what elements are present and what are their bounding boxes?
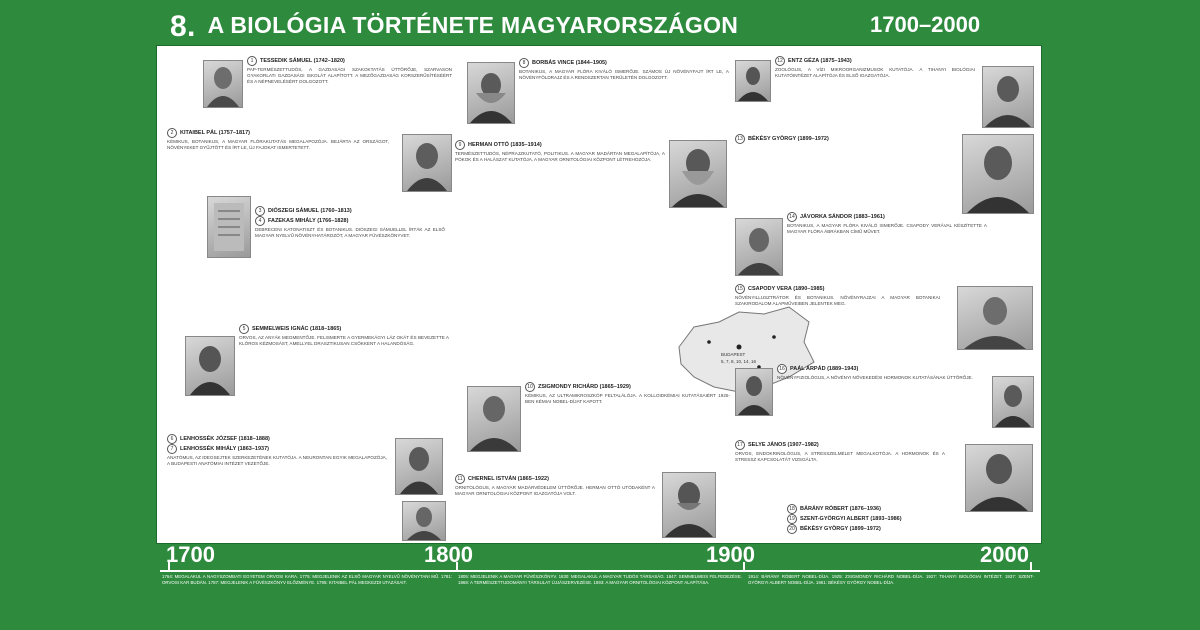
timeline-year-1900: 1900 [706, 542, 755, 567]
bio-name: TESSEDIK SÁMUEL (1742–1820) [260, 58, 345, 64]
bio-number: 5 [239, 324, 249, 334]
bio-entry [455, 474, 655, 497]
bio-text: KÉMIKUS, AZ ULTRAMIKROSZKÓP FELTALÁLÓJA. A KOLLOIDKÉMIAI KUTATÁSAIÉRT 1925-BEN KÉMIAI NOBEL-DÍJAT KAPOTT. [525, 393, 730, 404]
bio-number: 14 [787, 212, 797, 222]
bio-entry [519, 58, 729, 81]
timeline-tick [1030, 562, 1032, 572]
portrait-chernel [662, 472, 716, 538]
bio-name: JÁVORKA SÁNDOR (1883–1961) [800, 214, 885, 220]
bio-text: NÖVÉNYFIZIOLÓGUS, A NÖVÉNYI NÖVEKEDÉSI HORMONOK KUTATÁSÁNAK ÚTTÖRŐJE. [777, 375, 973, 380]
bio-number: 17 [735, 440, 745, 450]
portrait-entz [735, 60, 771, 102]
timeline-year-2000: 2000 [980, 542, 1029, 567]
bio-entry [777, 364, 987, 381]
portrait-entz-2 [982, 66, 1034, 128]
portrait-herman [669, 140, 727, 208]
portrait-zsigmondy [467, 386, 521, 452]
timeline-year-1700: 1700 [166, 542, 215, 567]
bio-text: PAP-TERMÉSZETTUDÓS, A GAZDASÁGI SZAKOKTATÁS ÚTTÖRŐJE, SZARVASON GYAKORLATI GAZDASÁGI ISKOLÁT ALAPÍTOTT. A MEZŐGAZDASÁG KORSZERŰSÍTÉSÉÉRT ÉS A NÉPNEVELÉSÉRT DOLGOZOTT. [247, 67, 452, 84]
timeline-events-19th: 1805: MEGJELENIK A MAGYAR FÜVÉSZKÖNYV. 1830: MEGALAKUL A MAGYAR TUDÓS TÁRSASÁG. 1847: SEMMELWEIS FELFEDEZÉSE. 1868: A TERMÉSZETTUDOMÁNYI TÁRSULAT ÚJJÁSZERVEZÉSE. 1893: A MAGYAR ORNITOLÓGIAI KÖZPONT ALAPÍTÁSA. [458, 574, 742, 585]
bio-name: BÉKÉSY GYÖRGY (1899–1972) [748, 136, 829, 142]
bio-text: BOTANIKUS, A MAGYAR FLÓRA KIVÁLÓ ISMERŐJE. SZÁMOS ÚJ NÖVÉNYFAJT ÍRT LE, A NÖVÉNYFÖLDRAJZ ÉS A RENDSZERTAN TERÜLETÉN DOLGOZOTT. [519, 69, 729, 80]
bio-entry [167, 128, 389, 151]
portrait-lenhossek-mihaly [402, 501, 446, 541]
bio-number: 7 [167, 444, 177, 454]
bio-entry [167, 434, 387, 467]
bio-number: 19 [787, 514, 797, 524]
bio-number: 6 [167, 434, 177, 444]
bio-name: SZENT-GYÖRGYI ALBERT (1893–1986) [800, 516, 902, 522]
bio-name: SEMMELWEIS IGNÁC (1818–1865) [252, 326, 342, 332]
bio-text: DEBRECENI KATONATISZT ÉS BOTANIKUS. DIÓSZEGI SÁMUELLEL ÍRTÁK AZ ELSŐ MAGYAR NYELVŰ NÖVÉNYHATÁROZÓT, A MAGYAR FÜVÉSZKÖNYVET. [255, 227, 445, 238]
bio-name: ZSIGMONDY RICHÁRD (1865–1929) [538, 384, 631, 390]
bio-name: LENHOSSÉK MIHÁLY (1863–1937) [180, 446, 269, 452]
bio-text: NÖVÉNYILLUSZTRÁTOR ÉS BOTANIKUS. NÖVÉNYRAJZAI A MAGYAR BOTANIKAI SZAKIRODALOM ALAPMŰVEIBEN JELENTEK MEG. [735, 295, 940, 306]
bio-name: BÉKÉSY GYÖRGY (1899–1972) [800, 526, 881, 532]
bio-name: DIÓSZEGI SÁMUEL (1760–1813) [268, 208, 352, 214]
bio-number: 10 [525, 382, 535, 392]
bio-entry [735, 284, 940, 307]
bio-number: 11 [455, 474, 465, 484]
bio-number: 18 [787, 504, 797, 514]
bio-number: 2 [167, 128, 177, 138]
bio-name: LENHOSSÉK JÓZSEF (1818–1888) [180, 436, 270, 442]
bio-number: 3 [255, 206, 265, 216]
bio-text: ORNITOLÓGUS, A MAGYAR MADÁRVÉDELEM ÚTTÖRŐJE. HERMAN OTTÓ UTÓDAKÉNT A MAGYAR ORNITOLÓGIAI KÖZPONT IGAZGATÓJA VOLT. [455, 485, 655, 496]
bio-entry [247, 56, 452, 84]
map-capital-entries: 5, 7, 8, 10, 14, 16 [721, 359, 757, 364]
portrait-bekesy [962, 134, 1034, 214]
bio-number: 8 [519, 58, 529, 68]
bio-name: HERMAN OTTÓ (1835–1914) [468, 142, 542, 148]
bio-text: TERMÉSZETTUDÓS, NÉPRAJZKUTATÓ, POLITIKUS. A MAGYAR MADÁRTAN MEGALAPÍTÓJA, A PÓKOK ÉS A HALÁSZAT KUTATÓJA, A MAGYAR ORNITOLÓGIAI KÖZPONT LÉTREHOZÓJA. [455, 151, 665, 162]
bio-name: ENTZ GÉZA (1875–1943) [788, 58, 852, 64]
bio-number: 15 [735, 284, 745, 294]
bio-number: 16 [777, 364, 787, 374]
bio-entry [455, 140, 665, 163]
bio-name: KITAIBEL PÁL (1757–1817) [180, 130, 251, 136]
portrait-javorka [735, 218, 783, 276]
bio-entry [735, 134, 945, 144]
bio-entry [787, 504, 957, 534]
timeline-events-18th: 1764: MEGALAKUL A NAGYSZOMBATI EGYETEM ORVOSI KARA. 1775: MEGJELENIK AZ ELSŐ MAGYAR NYELVŰ NÖVÉNYTANI MŰ. 1781: ORVOSI KAR BUDÁN. 1787: MEGJELENIK A FÜVÉSZKÖNYV ELŐZMÉNYE. 1795: KITAIBEL PÁL MEGKEZDI UTAZÁSAIT. [162, 574, 452, 585]
bio-number: 13 [735, 134, 745, 144]
bio-entry [775, 56, 975, 79]
bio-text: ORVOS, ENDOKRINOLÓGUS, A STRESSZELMÉLET MEGALKOTÓJA. A HORMONOK ÉS A STRESSZ KAPCSOLATÁT VIZSGÁLTA. [735, 451, 945, 462]
bio-text: ZOOLÓGUS, A VÍZI MIKROORGANIZMUSOK KUTATÓJA. A TIHANYI BIOLÓGIAI KUTATÓINTÉZET ALAPÍTÓJA ÉS ELSŐ IGAZGATÓJA. [775, 67, 975, 78]
content-panel [156, 45, 1042, 544]
bio-text: BOTANIKUS, A MAGYAR FLÓRA KIVÁLÓ ISMERŐJE. CSAPODY VERÁVAL KÉSZÍTETTE A MAGYAR FLÓRA ÁBRÁKBAN CÍMŰ MŰVET. [787, 223, 987, 234]
bio-entry [525, 382, 730, 405]
page-title [170, 10, 738, 44]
map-capital-label: BUDAPEST [721, 352, 746, 357]
timeline-year-1800: 1800 [424, 542, 473, 567]
portrait-borbas [467, 62, 515, 124]
bio-name: CSAPODY VERA (1890–1985) [748, 286, 825, 292]
title-text: A BIOLÓGIA TÖRTÉNETE MAGYARORSZÁGON [207, 12, 739, 38]
bio-name: PAÁL ÁRPÁD (1889–1943) [790, 366, 859, 372]
period-label: 1700–2000 [870, 12, 981, 37]
bio-number: 1 [247, 56, 257, 66]
portrait-lenhossek [395, 438, 443, 495]
portrait-kitaibel [402, 134, 452, 192]
bio-name: FAZEKAS MIHÁLY (1766–1828) [268, 218, 349, 224]
bio-text: ANATÓMUS, AZ IDEGSEJTEK SZERKEZETÉNEK KUTATÓJA. A NEURONTAN EGYIK MEGALAPOZÓJA, A BUDAPESTI ANATÓMIAI INTÉZET VEZETŐJE. [167, 455, 387, 466]
portrait-dioszegi [207, 196, 251, 258]
bio-name: SELYE JÁNOS (1907–1982) [748, 442, 819, 448]
bio-entry [255, 206, 445, 239]
portrait-paal [735, 368, 773, 416]
portrait-paal-2 [992, 376, 1034, 428]
bio-name: BÁRÁNY RÓBERT (1876–1936) [800, 506, 881, 512]
bio-entry [735, 440, 945, 463]
bio-name: BORBÁS VINCE (1844–1905) [532, 60, 607, 66]
portrait-selye [965, 444, 1033, 512]
bio-number: 20 [787, 524, 797, 534]
bio-entry [239, 324, 449, 347]
bio-name: CHERNEL ISTVÁN (1865–1922) [468, 476, 549, 482]
bio-number: 9 [455, 140, 465, 150]
timeline-axis [160, 570, 1040, 572]
bio-number: 12 [775, 56, 785, 66]
bio-text: ORVOS, AZ ANYÁK MEGMENTŐJE. FELISMERTE A GYERMEKÁGYI LÁZ OKÁT ÉS BEVEZETTE A KLÓROS KÉZMOSÁST, AMELLYEL DRASZTIKUSAN CSÖKKENT A HALANDÓSÁG. [239, 335, 449, 346]
bio-text: KÉMIKUS, BOTANIKUS, A MAGYAR FLÓRAKUTATÁS MEGALAPOZÓJA. BEJÁRTA AZ ORSZÁGOT, NÖVÉNYEKET GYŰJTÖTT ÉS ÍRT LE, ÚJ FAJOKAT ISMERTETETT. [167, 139, 389, 150]
portrait-semmelweis [185, 336, 235, 396]
portrait-csapody [957, 286, 1033, 350]
chapter-number: 8. [170, 10, 196, 43]
bio-number: 4 [255, 216, 265, 226]
timeline-events-20th: 1914: BÁRÁNY RÓBERT NOBEL-DÍJA. 1925: ZSIGMONDY RICHÁRD NOBEL-DÍJA. 1927: TIHANYI BIOLÓGIAI INTÉZET. 1937: SZENT-GYÖRGYI ALBERT NOBEL-DÍJA. 1961: BÉKÉSY GYÖRGY NOBEL-DÍJA. [748, 574, 1034, 585]
bio-entry [787, 212, 987, 235]
portrait-tessedik [203, 60, 243, 108]
